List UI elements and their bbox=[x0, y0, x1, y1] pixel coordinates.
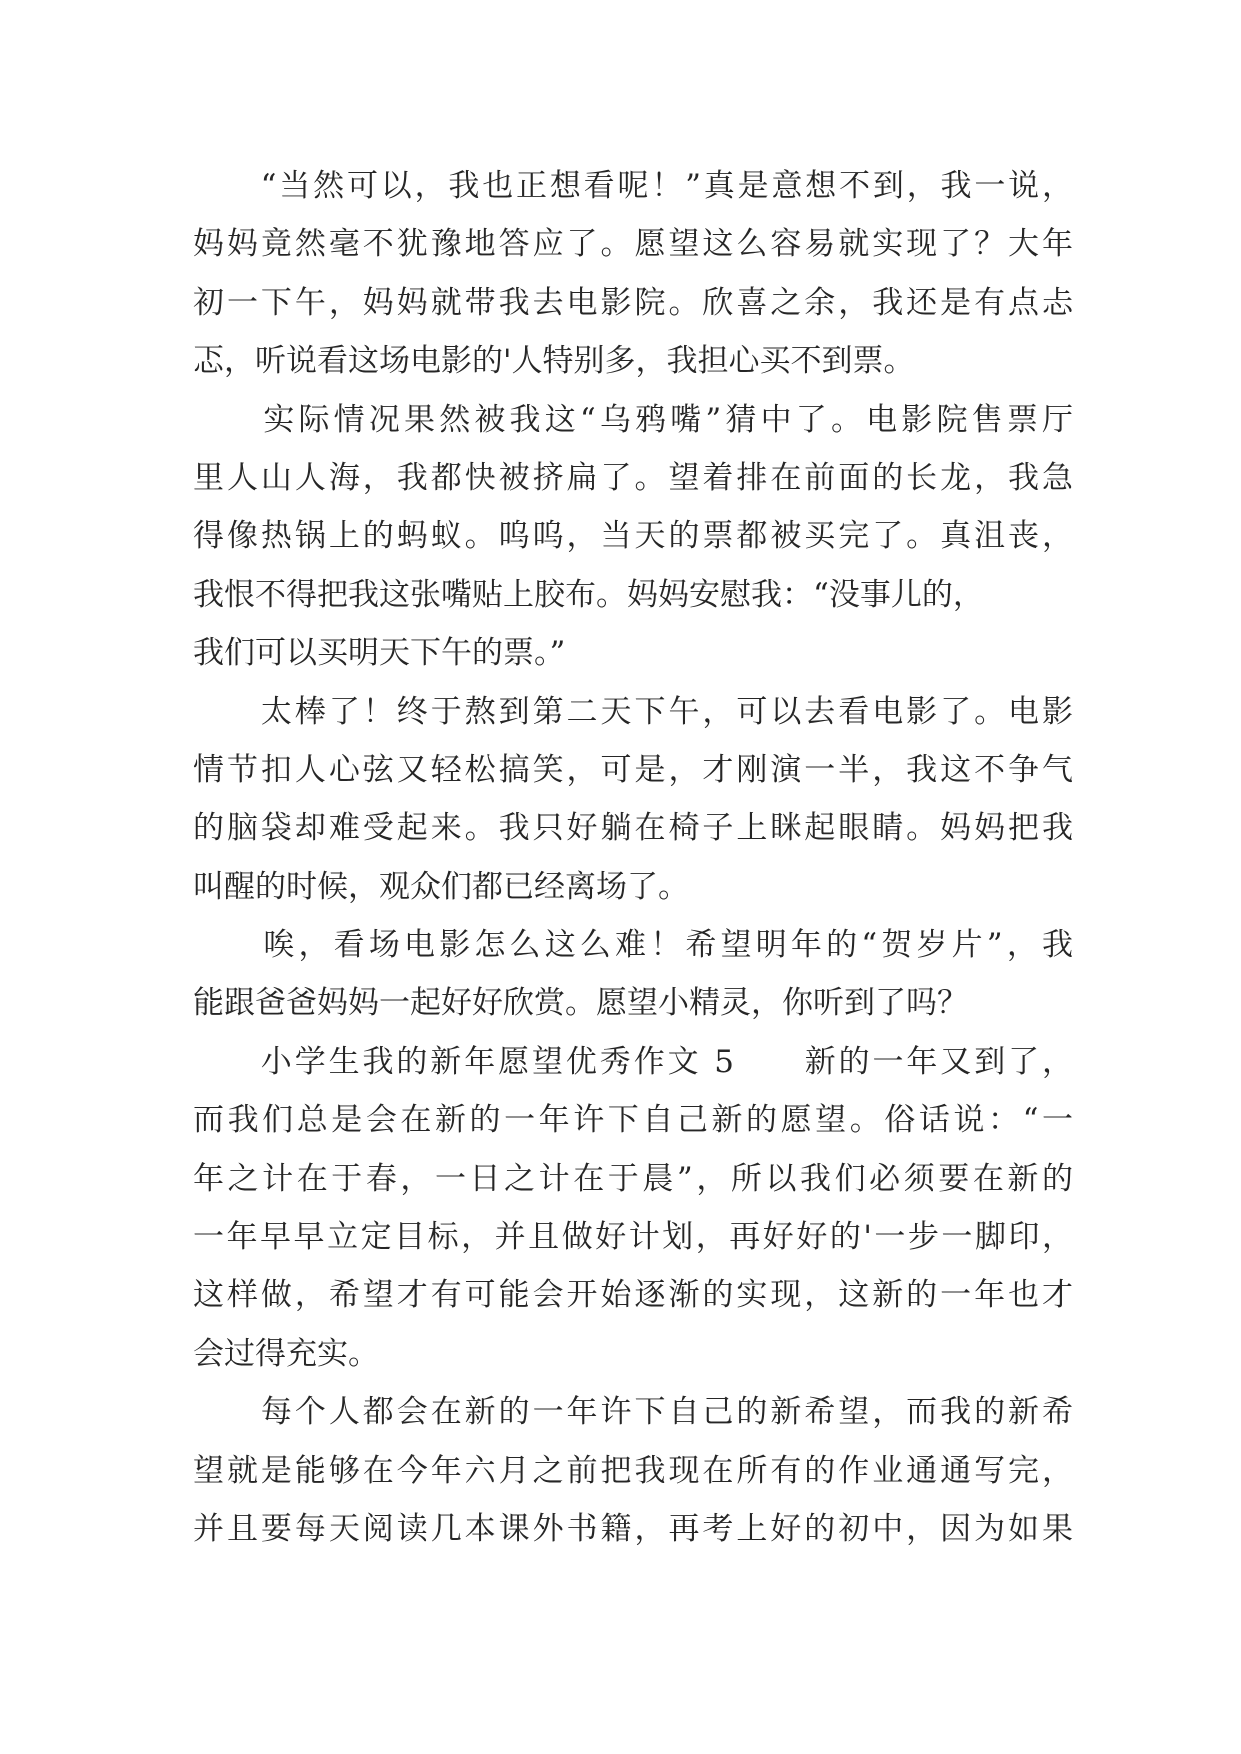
text-line-2: 妈妈竟然毫不犹豫地答应了。愿望这么容易就实现了？大年 bbox=[193, 226, 1073, 263]
text-line-19: 一年早早立定目标，并且做好计划，再好好的'一步一脚印， bbox=[193, 1219, 1073, 1256]
text-line-10: 太棒了！终于熬到第二天下午，可以去看电影了。电影 bbox=[193, 693, 1073, 730]
text-line-24: 并且要每天阅读几本课外书籍，再考上好的初中，因为如果 bbox=[193, 1510, 1073, 1547]
text-line-7: 得像热锅上的蚂蚁。呜呜，当天的票都被买完了。真沮丧， bbox=[193, 518, 1073, 555]
essay-text bbox=[193, 157, 1073, 1558]
text-line-15: 能跟爸爸妈妈一起好好欣赏。愿望小精灵，你听到了吗？ bbox=[193, 985, 968, 1022]
text-line-11: 情节扣人心弦又轻松搞笑，可是，才刚演一半，我这不争气 bbox=[193, 751, 1073, 788]
text-line-20: 这样做，希望才有可能会开始逐渐的实现，这新的一年也才 bbox=[193, 1277, 1073, 1314]
text-line-4: 忑，听说看这场电影的'人特别多，我担心买不到票。 bbox=[193, 343, 915, 380]
text-line-1: “当然可以，我也正想看呢！”真是意想不到，我一说， bbox=[193, 168, 1073, 204]
text-line-17: 而我们总是会在新的一年许下自己新的愿望。俗话说：“一 bbox=[193, 1102, 1073, 1139]
text-line-8: 我恨不得把我这张嘴贴上胶布。妈妈安慰我：“没事儿的， bbox=[193, 576, 984, 613]
text-line-12: 的脑袋却难受起来。我只好躺在椅子上眯起眼睛。妈妈把我 bbox=[193, 810, 1073, 847]
text-line-6: 里人山人海，我都快被挤扁了。望着排在前面的长龙，我急 bbox=[193, 459, 1073, 496]
text-line-22: 每个人都会在新的一年许下自己的新希望，而我的新希 bbox=[193, 1394, 1073, 1431]
text-line-18: 年之计在于春，一日之计在于晨”，所以我们必须要在新的 bbox=[193, 1160, 1073, 1197]
text-line-23: 望就是能够在今年六月之前把我现在所有的作业通通写完， bbox=[193, 1452, 1073, 1489]
text-line-14: 唉，看场电影怎么这么难！希望明年的“贺岁片”，我 bbox=[193, 927, 1073, 964]
text-line-3: 初一下午，妈妈就带我去电影院。欣喜之余，我还是有点忐 bbox=[193, 284, 1073, 321]
text-line-13: 叫醒的时候，观众们都已经离场了。 bbox=[193, 868, 689, 905]
text-line-5: 实际情况果然被我这“乌鸦嘴”猜中了。电影院售票厅 bbox=[193, 401, 1073, 438]
text-line-16: 小学生我的新年愿望优秀作文 5 新的一年又到了， bbox=[193, 1043, 1073, 1080]
text-line-21: 会过得充实。 bbox=[193, 1335, 379, 1372]
text-line-9: 我们可以买明天下午的票。” bbox=[193, 635, 566, 672]
